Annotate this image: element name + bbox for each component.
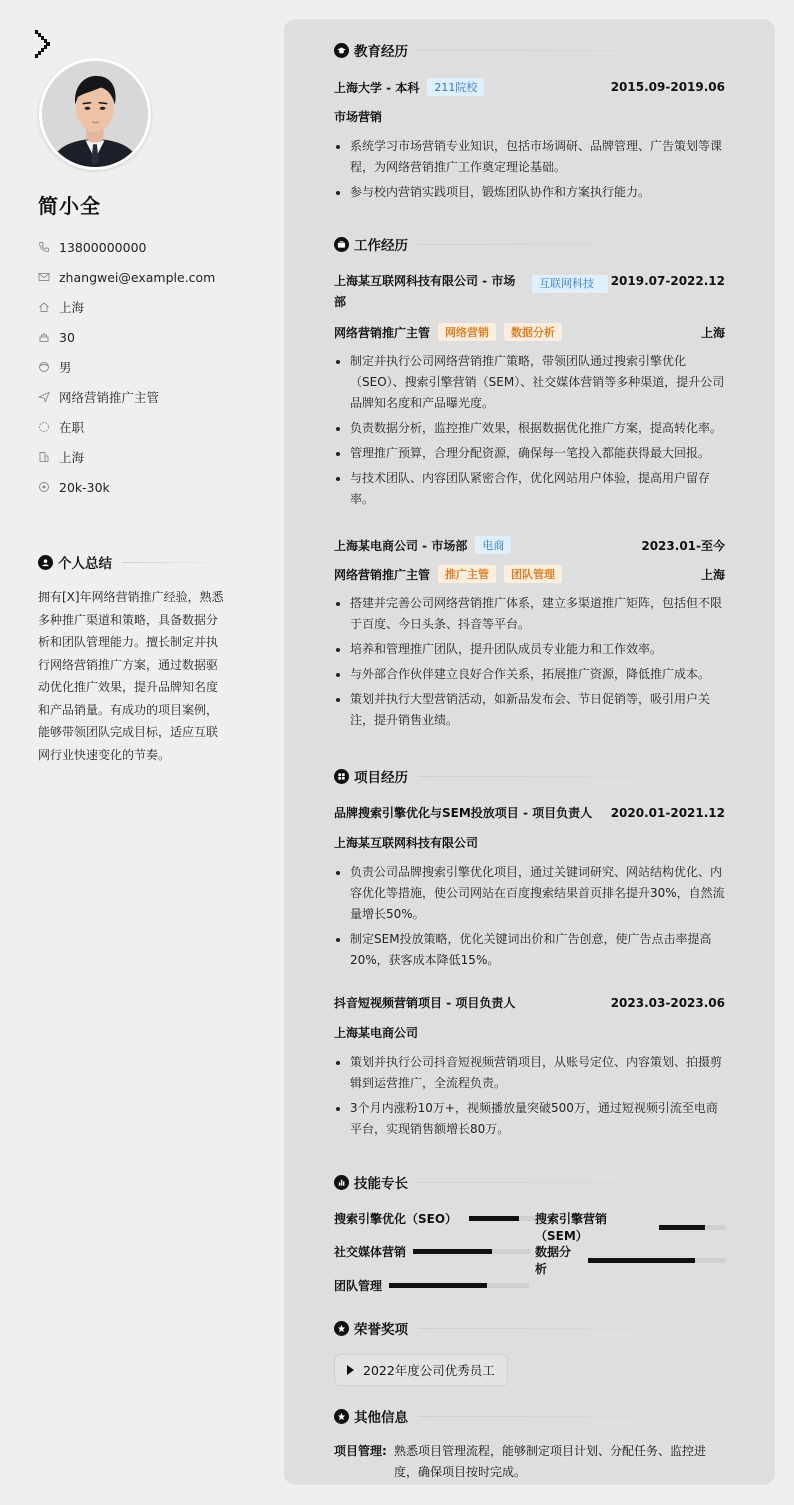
award-icon (334, 1321, 349, 1336)
job-company: 上海某互联网科技有限公司 - 市场部 (334, 274, 516, 309)
education-row (334, 78, 725, 96)
list-item: 负责公司品牌搜索引擎优化项目，通过关键词研究、网站结构优化、内容优化等措施，使公司网站在百度搜索结果首页排名提升30%，自然流量增长50%。 (334, 862, 725, 925)
contact-info-list (38, 232, 238, 502)
education-bullets (334, 136, 725, 207)
skill-level-fill (469, 1216, 519, 1221)
section-divider (418, 1328, 725, 1329)
job-industry-tag: 电商 (475, 536, 511, 554)
skill-name: 搜索引擎营销（SEM） (535, 1212, 608, 1243)
graduation-cap-icon (334, 43, 349, 58)
job-2-position-row (334, 565, 725, 583)
education-section-header (334, 40, 725, 60)
status-value: 在职 (59, 420, 85, 435)
section-divider (418, 244, 725, 245)
job-position: 网络营销推广主管 (334, 325, 431, 340)
gender-icon (38, 361, 50, 373)
summary-section-header (38, 552, 224, 572)
section-divider (418, 50, 725, 51)
work-section-header (334, 234, 725, 254)
section-divider (418, 1182, 725, 1183)
age-value: 30 (59, 329, 75, 345)
skill-item (535, 1210, 725, 1244)
other-item (334, 1441, 725, 1483)
job-1-position-row (334, 323, 725, 341)
skill-level-bar (413, 1249, 531, 1254)
awards-section-header (334, 1318, 725, 1338)
profile-name: 简小全 (38, 194, 101, 218)
other-value: 熟悉项目管理流程，能够制定项目计划、分配任务、监控进度，确保项目按时完成。 (394, 1444, 707, 1479)
work-title: 工作经历 (354, 238, 408, 254)
job-city: 上海 (700, 567, 725, 582)
summary-title: 个人总结 (58, 556, 112, 572)
home-value: 上海 (59, 300, 85, 315)
info-email (38, 262, 238, 292)
project-date: 2023.03-2023.06 (610, 995, 725, 1010)
phone-icon (38, 241, 50, 253)
project-company: 上海某互联网科技有限公司 (334, 836, 479, 850)
job-1-header (334, 271, 725, 311)
project-2-header (334, 994, 725, 1011)
job-date: 2023.01-至今 (641, 538, 725, 553)
job-position: 网络营销推广主管 (334, 567, 431, 582)
phone-value: 13800000000 (59, 239, 147, 255)
home-icon (38, 301, 50, 313)
mail-icon (38, 271, 50, 283)
status-icon (38, 421, 50, 433)
education-major: 市场营销 (334, 110, 383, 124)
info-salary (38, 472, 238, 502)
section-divider (418, 776, 725, 777)
info-badge-icon (334, 1409, 349, 1424)
project-date: 2020.01-2021.12 (610, 805, 725, 820)
job-skill-tag: 推广主管 (438, 565, 496, 583)
skill-name: 搜索引擎优化（SEO） (334, 1212, 458, 1226)
email-value: zhangwei@example.com (59, 269, 216, 285)
send-icon (38, 391, 50, 403)
list-item: 管理推广预算，合理分配资源，确保每一笔投入都能获得最大回报。 (334, 443, 725, 464)
project-2-bullets (334, 1052, 725, 1144)
grid-icon (334, 769, 349, 784)
section-divider (418, 1416, 725, 1417)
salary-icon (38, 481, 50, 493)
skill-item (334, 1277, 529, 1294)
award-label: 2022年度公司优秀员工 (363, 1363, 495, 1378)
skill-level-bar (469, 1216, 539, 1221)
project-company: 上海某电商公司 (334, 1026, 419, 1040)
summary-text: 拥有[X]年网络营销推广经验，熟悉多种推广渠道和策略，具备数据分析和团队管理能力。擅长制定并执行网络营销推广方案，通过数据驱动优化推广效果，提升品牌知名度和产品销量。有成功的项目案例，能够带领团队完成目标，适应互联网行业快速变化的节奏。 (38, 590, 224, 762)
job-date: 2019.07-2022.12 (610, 274, 725, 288)
info-age (38, 322, 238, 352)
job-2-header (334, 536, 725, 554)
user-icon (38, 555, 53, 570)
info-home (38, 292, 238, 322)
skill-level-bar (659, 1225, 725, 1230)
skill-level-bar (389, 1283, 529, 1288)
job-company: 上海某电商公司 - 市场部 (334, 538, 468, 553)
list-item: 与技术团队、内容团队紧密合作，优化网站用户体验，提高用户留存率。 (334, 468, 725, 510)
skills-title: 技能专长 (354, 1176, 408, 1192)
skill-item (334, 1210, 539, 1227)
skill-level-fill (389, 1283, 487, 1288)
education-date: 2015.09-2019.06 (610, 80, 725, 94)
info-position (38, 382, 238, 412)
list-item: 负责数据分析，监控推广效果，根据数据优化推广方案，提高转化率。 (334, 418, 725, 439)
briefcase-icon (334, 237, 349, 252)
play-triangle-icon (347, 1365, 354, 1375)
list-item: 策划并执行大型营销活动，如新品发布会、节日促销等，吸引用户关注，提升销售业绩。 (334, 689, 725, 731)
salary-value: 20k-30k (59, 479, 110, 495)
age-icon (38, 331, 50, 343)
project-1-header (334, 804, 725, 821)
main-panel (284, 19, 775, 1485)
projects-title: 项目经历 (354, 770, 408, 786)
info-city (38, 442, 238, 472)
info-gender (38, 352, 238, 382)
job-skill-tag: 网络营销 (438, 323, 496, 341)
list-item: 参与校内营销实践项目，锻炼团队协作和方案执行能力。 (334, 182, 725, 203)
list-item: 策划并执行公司抖音短视频营销项目，从账号定位、内容策划、拍摄剪辑到运营推广，全流程负责。 (334, 1052, 725, 1094)
section-divider (122, 562, 224, 563)
job-2-bullets (334, 593, 725, 735)
list-item: 与外部合作伙伴建立良好合作关系，拓展推广资源，降低推广成本。 (334, 664, 725, 685)
skill-item (334, 1243, 531, 1260)
project-name: 品牌搜索引擎优化与SEM投放项目 - 项目负责人 (334, 806, 593, 820)
skill-level-fill (413, 1249, 492, 1254)
list-item: 制定并执行公司网络营销推广策略，带领团队通过搜索引擎优化（SEO）、搜索引擎营销（SEM）、社交媒体营销等多种渠道，提升公司品牌知名度和产品曝光度。 (334, 351, 725, 414)
list-item: 系统学习市场营销专业知识，包括市场调研、品牌管理、广告策划等课程，为网络营销推广工作奠定理论基础。 (334, 136, 725, 178)
bar-chart-icon (334, 1175, 349, 1190)
project-1-bullets (334, 862, 725, 975)
info-status (38, 412, 238, 442)
list-item: 搭建并完善公司网络营销推广体系，建立多渠道推广矩阵，包括但不限于百度、今日头条、抖音等平台。 (334, 593, 725, 635)
position-value: 网络营销推广主管 (59, 390, 160, 405)
list-item: 制定SEM投放策略，优化关键词出价和广告创意，使广告点击率提高20%，获客成本降低15%。 (334, 929, 725, 971)
skill-name: 团队管理 (334, 1279, 383, 1293)
other-title: 其他信息 (354, 1410, 408, 1426)
skill-item (535, 1243, 725, 1277)
other-key: 项目管理: (334, 1444, 387, 1458)
school-name: 上海大学 - 本科 (334, 80, 420, 95)
job-city: 上海 (700, 325, 725, 340)
education-title: 教育经历 (354, 44, 408, 60)
skill-level-fill (659, 1225, 705, 1230)
list-item: 培养和管理推广团队，提升团队成员专业能力和工作效率。 (334, 639, 725, 660)
skill-name: 数据分析 (535, 1245, 572, 1276)
job-1-bullets (334, 351, 725, 514)
awards-title: 荣誉奖项 (354, 1322, 408, 1338)
project-name: 抖音短视频营销项目 - 项目负责人 (334, 996, 516, 1010)
other-section-header (334, 1406, 725, 1426)
city-value: 上海 (59, 450, 85, 465)
skill-level-fill (588, 1258, 695, 1263)
award-toggle-button[interactable] (334, 1354, 508, 1386)
school-tag: 211院校 (427, 78, 484, 96)
skill-name: 社交媒体营销 (334, 1245, 407, 1259)
gender-value: 男 (59, 360, 72, 375)
list-item: 3个月内涨粉10万+，视频播放量突破500万，通过短视频引流至电商平台，实现销售额增长80万。 (334, 1098, 725, 1140)
info-phone (38, 232, 238, 262)
job-skill-tag: 团队管理 (504, 565, 562, 583)
job-skill-tag: 数据分析 (504, 323, 562, 341)
building-icon (38, 451, 50, 463)
logo-chevron-icon (33, 28, 53, 60)
projects-section-header (334, 766, 725, 786)
job-industry-tag: 互联网科技 (532, 275, 608, 293)
avatar (39, 58, 151, 170)
skill-level-bar (588, 1258, 725, 1263)
skills-section-header (334, 1172, 725, 1192)
